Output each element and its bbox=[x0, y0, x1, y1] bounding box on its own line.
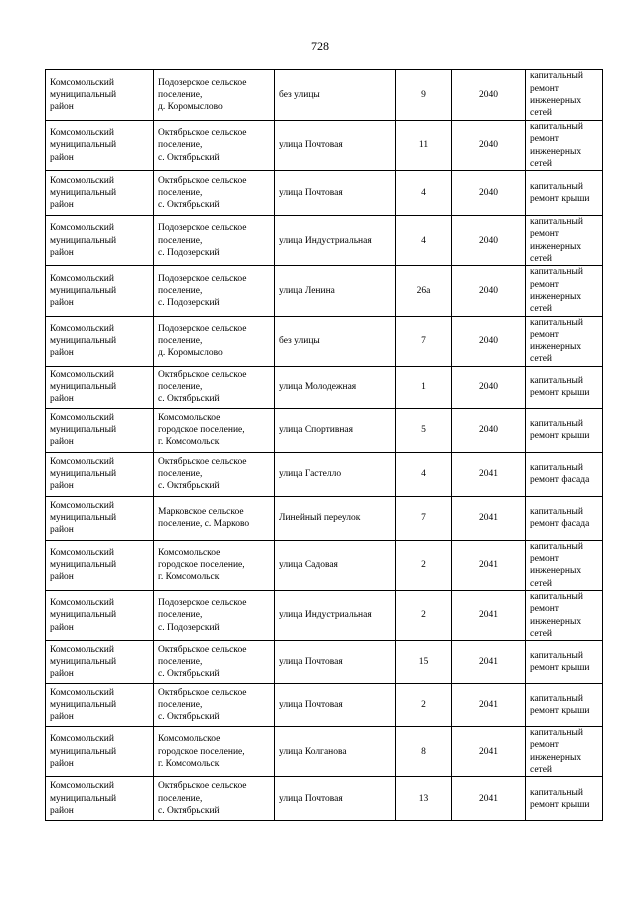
year-cell: 2041 bbox=[452, 684, 526, 727]
street-cell: Линейный переулок bbox=[275, 496, 396, 540]
table-row bbox=[46, 727, 603, 777]
house-number-cell: 11 bbox=[396, 121, 452, 171]
work-type-cell-line: сетей bbox=[530, 354, 553, 365]
work-type-cell-line: капитальный bbox=[530, 591, 583, 602]
district-cell-line: Комсомольский bbox=[50, 687, 114, 698]
work-type-cell-line: ремонт bbox=[530, 134, 559, 145]
house-number-cell: 5 bbox=[396, 408, 452, 452]
district-cell-line: район bbox=[50, 669, 74, 680]
street-cell: улица Почтовая bbox=[275, 171, 396, 216]
street-cell: улица Ленина bbox=[275, 266, 396, 316]
work-type-cell-line: инженерных bbox=[530, 342, 582, 353]
work-type-cell-line: сетей bbox=[530, 254, 553, 265]
settlement-cell-line: Комсомольское bbox=[158, 412, 221, 423]
district-cell-line: Комсомольский bbox=[50, 781, 114, 792]
work-type-cell-line: капитальный bbox=[530, 787, 583, 798]
settlement-cell-line: Подозерское сельское bbox=[158, 77, 247, 88]
work-type-cell-line: ремонт фасада bbox=[530, 475, 590, 486]
district-cell-line: Комсомольский bbox=[50, 369, 114, 380]
district-cell-line: Комсомольский bbox=[50, 644, 114, 655]
settlement-cell bbox=[154, 70, 275, 121]
district-cell-line: район bbox=[50, 805, 74, 816]
work-type-cell bbox=[526, 540, 603, 590]
year-cell: 2041 bbox=[452, 727, 526, 777]
district-cell-line: район bbox=[50, 525, 74, 536]
work-type-cell bbox=[526, 452, 603, 496]
settlement-cell-line: поселение, с. Марково bbox=[158, 519, 250, 530]
work-type-cell-line: ремонт крыши bbox=[530, 799, 590, 810]
settlement-cell-line: поселение, bbox=[158, 469, 203, 480]
settlement-cell-line: Октябрьское сельское bbox=[158, 644, 247, 655]
work-type-cell bbox=[526, 171, 603, 216]
settlement-cell-line: городское поселение, bbox=[158, 560, 245, 571]
work-type-cell-line: ремонт bbox=[530, 229, 559, 240]
settlement-cell bbox=[154, 540, 275, 590]
work-type-cell-line: ремонт крыши bbox=[530, 388, 590, 399]
district-cell-line: муниципальный bbox=[50, 610, 117, 621]
table-row bbox=[46, 121, 603, 171]
house-number-cell: 7 bbox=[396, 496, 452, 540]
district-cell bbox=[46, 408, 154, 452]
page-number: 728 bbox=[311, 39, 329, 53]
work-type-cell-line: ремонт фасада bbox=[530, 519, 590, 530]
settlement-cell bbox=[154, 641, 275, 684]
year-cell: 2041 bbox=[452, 590, 526, 640]
year-cell: 2040 bbox=[452, 70, 526, 121]
settlement-cell-line: поселение, bbox=[158, 140, 203, 151]
street-cell: улица Гастелло bbox=[275, 452, 396, 496]
settlement-cell-line: поселение, bbox=[158, 793, 203, 804]
settlement-cell-line: Марковское сельское bbox=[158, 506, 244, 517]
work-type-cell-line: сетей bbox=[530, 578, 553, 589]
settlement-cell-line: поселение, bbox=[158, 336, 203, 346]
year-cell: 2040 bbox=[452, 266, 526, 316]
work-type-cell bbox=[526, 641, 603, 684]
work-type-cell-line: инженерных bbox=[530, 566, 582, 577]
work-type-cell-line: капитальный bbox=[530, 506, 583, 517]
district-cell-line: район bbox=[50, 200, 74, 211]
settlement-cell-line: Октябрьское сельское bbox=[158, 175, 247, 186]
work-type-cell-line: капитальный bbox=[530, 375, 583, 386]
district-cell-line: муниципальный bbox=[50, 560, 117, 571]
settlement-cell-line: с. Октябрьский bbox=[158, 669, 220, 680]
work-type-cell-line: сетей bbox=[530, 765, 553, 776]
settlement-cell bbox=[154, 452, 275, 496]
settlement-cell bbox=[154, 171, 275, 216]
work-type-cell-line: инженерных bbox=[530, 752, 582, 763]
housing-repair-table bbox=[45, 69, 603, 821]
settlement-cell-line: Октябрьское сельское bbox=[158, 369, 247, 380]
house-number-cell: 1 bbox=[396, 366, 452, 408]
street-cell: улица Почтовая bbox=[275, 641, 396, 684]
settlement-cell-line: с. Подозерский bbox=[158, 622, 220, 633]
house-number-cell: 2 bbox=[396, 684, 452, 727]
district-cell-line: район bbox=[50, 481, 74, 492]
table-row bbox=[46, 496, 603, 540]
year-cell: 2040 bbox=[452, 366, 526, 408]
district-cell-line: муниципальный bbox=[50, 285, 117, 296]
street-cell: улица Почтовая bbox=[275, 777, 396, 821]
district-cell-line: Комсомольский bbox=[50, 175, 114, 186]
district-cell-line: муниципальный bbox=[50, 746, 117, 757]
district-cell-line: район bbox=[50, 712, 74, 723]
district-cell-line: Комсомольский bbox=[50, 323, 114, 334]
settlement-cell bbox=[154, 408, 275, 452]
house-number-cell: 15 bbox=[396, 641, 452, 684]
district-cell-line: муниципальный bbox=[50, 425, 117, 436]
work-type-cell bbox=[526, 727, 603, 777]
street-cell: улица Колганова bbox=[275, 727, 396, 777]
work-type-cell-line: капитальный bbox=[530, 267, 583, 278]
work-type-cell-line: ремонт крыши bbox=[530, 663, 590, 674]
settlement-cell-line: с. Октябрьский bbox=[158, 805, 220, 816]
district-cell bbox=[46, 590, 154, 640]
district-cell-line: Комсомольский bbox=[50, 223, 114, 234]
work-type-cell-line: инженерных bbox=[530, 291, 582, 302]
table-body bbox=[46, 70, 603, 821]
year-cell: 2040 bbox=[452, 408, 526, 452]
house-number-cell: 4 bbox=[396, 216, 452, 266]
settlement-cell-line: Октябрьское сельское bbox=[158, 128, 247, 139]
house-number-cell: 8 bbox=[396, 727, 452, 777]
table-row bbox=[46, 408, 603, 452]
district-cell-line: Комсомольский bbox=[50, 412, 114, 423]
work-type-cell-line: капитальный bbox=[530, 693, 583, 704]
settlement-cell bbox=[154, 777, 275, 821]
district-cell bbox=[46, 266, 154, 316]
settlement-cell bbox=[154, 121, 275, 171]
street-cell: без улицы bbox=[275, 70, 396, 121]
year-cell: 2040 bbox=[452, 216, 526, 266]
work-type-cell bbox=[526, 496, 603, 540]
district-cell bbox=[46, 452, 154, 496]
work-type-cell-line: ремонт крыши bbox=[530, 431, 590, 442]
settlement-cell-line: Октябрьское сельское bbox=[158, 687, 247, 698]
house-number-cell: 26а bbox=[396, 266, 452, 316]
settlement-cell-line: Подозерское сельское bbox=[158, 223, 247, 234]
table-row bbox=[46, 590, 603, 640]
district-cell bbox=[46, 540, 154, 590]
settlement-cell-line: Октябрьское сельское bbox=[158, 781, 247, 792]
settlement-cell-line: с. Подозерский bbox=[158, 298, 220, 309]
work-type-cell-line: капитальный bbox=[530, 317, 583, 328]
settlement-cell-line: г. Комсомольск bbox=[158, 437, 220, 448]
settlement-cell-line: поселение, bbox=[158, 699, 203, 710]
district-cell-line: муниципальный bbox=[50, 793, 117, 804]
work-type-cell bbox=[526, 316, 603, 366]
settlement-cell-line: Подозерское сельское bbox=[158, 598, 247, 609]
work-type-cell-line: капитальный bbox=[530, 728, 583, 739]
district-cell bbox=[46, 121, 154, 171]
work-type-cell-line: ремонт bbox=[530, 740, 559, 751]
district-cell-line: Комсомольский bbox=[50, 500, 114, 511]
work-type-cell bbox=[526, 70, 603, 121]
settlement-cell-line: д. Коромыслово bbox=[158, 348, 223, 359]
district-cell-line: муниципальный bbox=[50, 382, 117, 393]
house-number-cell: 2 bbox=[396, 590, 452, 640]
work-type-cell bbox=[526, 266, 603, 316]
district-cell-line: район bbox=[50, 572, 74, 583]
district-cell-line: Комсомольский bbox=[50, 456, 114, 467]
table-row bbox=[46, 540, 603, 590]
house-number-cell: 7 bbox=[396, 316, 452, 366]
settlement-cell-line: поселение, bbox=[158, 89, 203, 100]
district-cell-line: район bbox=[50, 758, 74, 769]
house-number-cell: 9 bbox=[396, 70, 452, 121]
work-type-cell-line: капитальный bbox=[530, 217, 583, 228]
settlement-cell bbox=[154, 216, 275, 266]
year-cell: 2041 bbox=[452, 641, 526, 684]
street-cell: улица Почтовая bbox=[275, 684, 396, 727]
table-row bbox=[46, 70, 603, 121]
settlement-cell-line: Подозерское сельское bbox=[158, 273, 247, 284]
settlement-cell-line: Комсомольское bbox=[158, 547, 221, 558]
table-row bbox=[46, 452, 603, 496]
work-type-cell-line: капитальный bbox=[530, 71, 583, 82]
work-type-cell-line: капитальный bbox=[530, 462, 583, 473]
year-cell: 2041 bbox=[452, 452, 526, 496]
street-cell: улица Садовая bbox=[275, 540, 396, 590]
work-type-cell-line: сетей bbox=[530, 628, 553, 639]
settlement-cell-line: с. Октябрьский bbox=[158, 481, 220, 492]
settlement-cell-line: поселение, bbox=[158, 235, 203, 246]
district-cell bbox=[46, 171, 154, 216]
district-cell-line: район bbox=[50, 622, 74, 633]
district-cell bbox=[46, 777, 154, 821]
district-cell-line: Комсомольский bbox=[50, 77, 114, 88]
table-row bbox=[46, 366, 603, 408]
district-cell-line: район bbox=[50, 247, 74, 258]
work-type-cell-line: капитальный bbox=[530, 122, 583, 132]
district-cell-line: муниципальный bbox=[50, 699, 117, 710]
year-cell: 2040 bbox=[452, 316, 526, 366]
house-number-cell: 13 bbox=[396, 777, 452, 821]
work-type-cell-line: сетей bbox=[530, 108, 553, 119]
work-type-cell-line: капитальный bbox=[530, 541, 583, 552]
table-row bbox=[46, 777, 603, 821]
work-type-cell-line: инженерных bbox=[530, 616, 582, 627]
work-type-cell bbox=[526, 777, 603, 821]
settlement-cell-line: городское поселение, bbox=[158, 746, 245, 757]
work-type-cell-line: ремонт крыши bbox=[530, 194, 590, 205]
district-cell-line: район bbox=[50, 348, 74, 359]
work-type-cell-line: ремонт крыши bbox=[530, 706, 590, 717]
house-number-cell: 4 bbox=[396, 452, 452, 496]
district-cell-line: муниципальный bbox=[50, 336, 117, 346]
district-cell bbox=[46, 496, 154, 540]
table-row bbox=[46, 641, 603, 684]
settlement-cell-line: с. Октябрьский bbox=[158, 200, 220, 211]
settlement-cell-line: Комсомольское bbox=[158, 734, 221, 745]
settlement-cell bbox=[154, 366, 275, 408]
table-row bbox=[46, 316, 603, 366]
settlement-cell-line: г. Комсомольск bbox=[158, 572, 220, 583]
settlement-cell-line: поселение, bbox=[158, 285, 203, 296]
district-cell bbox=[46, 70, 154, 121]
district-cell bbox=[46, 316, 154, 366]
district-cell-line: Комсомольский bbox=[50, 598, 114, 609]
work-type-cell-line: ремонт bbox=[530, 554, 559, 565]
settlement-cell bbox=[154, 316, 275, 366]
district-cell bbox=[46, 727, 154, 777]
table-row bbox=[46, 266, 603, 316]
settlement-cell-line: с. Подозерский bbox=[158, 247, 220, 258]
table-row bbox=[46, 216, 603, 266]
year-cell: 2041 bbox=[452, 777, 526, 821]
year-cell: 2041 bbox=[452, 496, 526, 540]
work-type-cell bbox=[526, 216, 603, 266]
district-cell bbox=[46, 366, 154, 408]
district-cell-line: муниципальный bbox=[50, 469, 117, 480]
district-cell-line: район bbox=[50, 437, 74, 448]
district-cell bbox=[46, 216, 154, 266]
year-cell: 2041 bbox=[452, 540, 526, 590]
table-row bbox=[46, 171, 603, 216]
settlement-cell-line: Октябрьское сельское bbox=[158, 456, 247, 467]
year-cell: 2040 bbox=[452, 121, 526, 171]
work-type-cell-line: инженерных bbox=[530, 146, 582, 157]
work-type-cell-line: ремонт bbox=[530, 83, 559, 94]
work-type-cell-line: капитальный bbox=[530, 181, 583, 192]
work-type-cell-line: сетей bbox=[530, 158, 553, 169]
work-type-cell bbox=[526, 590, 603, 640]
work-type-cell bbox=[526, 366, 603, 408]
street-cell: без улицы bbox=[275, 316, 396, 366]
settlement-cell-line: поселение, bbox=[158, 382, 203, 393]
work-type-cell bbox=[526, 408, 603, 452]
house-number-cell: 2 bbox=[396, 540, 452, 590]
settlement-cell bbox=[154, 684, 275, 727]
street-cell: улица Индустриальная bbox=[275, 590, 396, 640]
work-type-cell-line: инженерных bbox=[530, 96, 582, 106]
district-cell-line: муниципальный bbox=[50, 513, 117, 524]
district-cell-line: муниципальный bbox=[50, 89, 117, 100]
work-type-cell-line: инженерных bbox=[530, 241, 582, 252]
work-type-cell-line: капитальный bbox=[530, 650, 583, 661]
district-cell-line: муниципальный bbox=[50, 656, 117, 667]
settlement-cell-line: поселение, bbox=[158, 188, 203, 199]
settlement-cell-line: г. Комсомольск bbox=[158, 758, 220, 769]
settlement-cell-line: с. Октябрьский bbox=[158, 712, 220, 723]
district-cell-line: район bbox=[50, 298, 74, 309]
district-cell-line: муниципальный bbox=[50, 140, 117, 151]
district-cell-line: Комсомольский bbox=[50, 273, 114, 284]
settlement-cell bbox=[154, 727, 275, 777]
settlement-cell-line: с. Октябрьский bbox=[158, 394, 220, 405]
street-cell: улица Почтовая bbox=[275, 121, 396, 171]
street-cell: улица Индустриальная bbox=[275, 216, 396, 266]
work-type-cell-line: капитальный bbox=[530, 418, 583, 429]
settlement-cell-line: Подозерское сельское bbox=[158, 323, 247, 334]
settlement-cell-line: поселение, bbox=[158, 610, 203, 621]
district-cell-line: Комсомольский bbox=[50, 547, 114, 558]
street-cell: улица Спортивная bbox=[275, 408, 396, 452]
street-cell: улица Молодежная bbox=[275, 366, 396, 408]
table-row bbox=[46, 684, 603, 727]
settlement-cell-line: с. Октябрьский bbox=[158, 152, 220, 163]
work-type-cell-line: сетей bbox=[530, 304, 553, 315]
district-cell-line: район bbox=[50, 152, 74, 163]
district-cell-line: муниципальный bbox=[50, 235, 117, 246]
work-type-cell bbox=[526, 121, 603, 171]
district-cell bbox=[46, 641, 154, 684]
work-type-cell-line: ремонт bbox=[530, 279, 559, 290]
year-cell: 2040 bbox=[452, 171, 526, 216]
work-type-cell-line: ремонт bbox=[530, 329, 559, 340]
work-type-cell bbox=[526, 684, 603, 727]
district-cell-line: муниципальный bbox=[50, 188, 117, 199]
settlement-cell bbox=[154, 266, 275, 316]
district-cell bbox=[46, 684, 154, 727]
settlement-cell-line: городское поселение, bbox=[158, 425, 245, 436]
work-type-cell-line: ремонт bbox=[530, 604, 559, 615]
district-cell-line: район bbox=[50, 102, 74, 113]
district-cell-line: Комсомольский bbox=[50, 734, 114, 745]
settlement-cell-line: д. Коромыслово bbox=[158, 102, 223, 113]
settlement-cell-line: поселение, bbox=[158, 656, 203, 667]
district-cell-line: район bbox=[50, 394, 74, 405]
settlement-cell bbox=[154, 496, 275, 540]
settlement-cell bbox=[154, 590, 275, 640]
house-number-cell: 4 bbox=[396, 171, 452, 216]
district-cell-line: Комсомольский bbox=[50, 128, 114, 139]
